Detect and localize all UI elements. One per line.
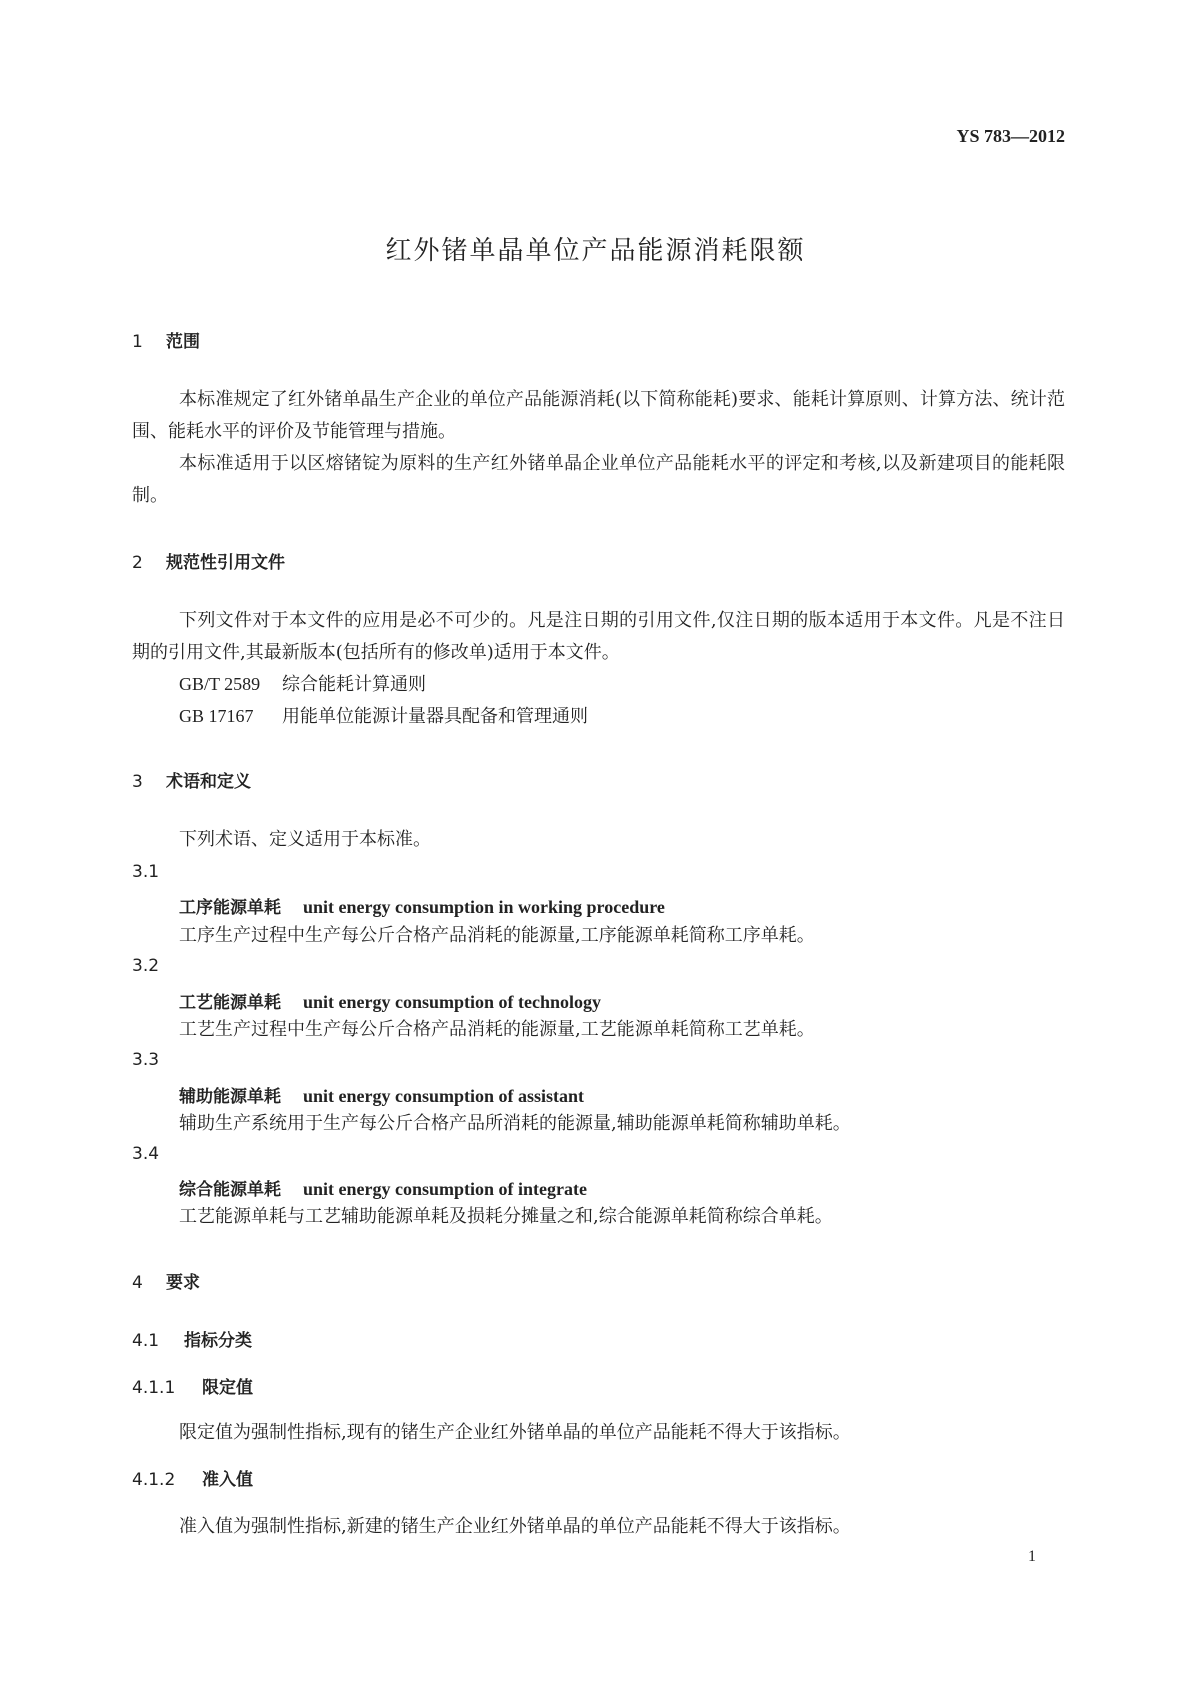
paragraph: 准入值为强制性指标,新建的锗生产企业红外锗单晶的单位产品能耗不得大于该指标。: [179, 1516, 851, 1537]
section-number: 4: [132, 1273, 143, 1293]
section-title: 范围: [166, 332, 200, 352]
term-number: 3.2: [132, 956, 160, 976]
term-name: [179, 1175, 587, 1200]
section-4-heading: [132, 1268, 200, 1293]
section-4-1-2-heading: [132, 1465, 253, 1490]
term-definition: 工艺生产过程中生产每公斤合格产品消耗的能源量,工艺能源单耗简称工艺单耗。: [179, 1019, 815, 1040]
term-cn: 综合能源单耗: [179, 1180, 281, 1200]
section-3-heading: [132, 767, 251, 792]
term-number: 3.1: [132, 862, 160, 882]
section-number: 3: [132, 772, 143, 792]
standard-number: YS 783—2012: [956, 126, 1065, 146]
section-title: 规范性引用文件: [166, 553, 285, 573]
term-en: unit energy consumption of technology: [303, 992, 602, 1012]
term-number: 3.3: [132, 1050, 160, 1070]
paragraph: 限定值为强制性指标,现有的锗生产企业红外锗单晶的单位产品能耗不得大于该指标。: [179, 1422, 851, 1443]
term-definition: 工序生产过程中生产每公斤合格产品消耗的能源量,工序能源单耗简称工序单耗。: [179, 925, 815, 946]
term-cn: 辅助能源单耗: [179, 1087, 281, 1107]
section-number: 4.1.2: [132, 1470, 176, 1490]
section-title: 要求: [166, 1273, 200, 1293]
reference-title: 综合能耗计算通则: [282, 674, 426, 695]
section-number: 1: [132, 332, 143, 352]
reference-code: GB 17167: [179, 706, 254, 726]
term-name: [179, 1082, 584, 1107]
normative-reference: [179, 700, 588, 733]
term-name: [179, 988, 601, 1013]
section-1-heading: [132, 327, 200, 352]
page-number: 1: [1028, 1548, 1036, 1565]
document-title: 红外锗单晶单位产品能源消耗限额: [385, 236, 806, 266]
term-cn: 工序能源单耗: [179, 898, 281, 918]
section-title: 术语和定义: [166, 772, 251, 792]
section-4-1-heading: [132, 1326, 252, 1351]
term-cn: 工艺能源单耗: [179, 993, 281, 1013]
section-4-1-1-heading: [132, 1373, 253, 1398]
section-number: 4.1.1: [132, 1378, 176, 1398]
term-definition: 辅助生产系统用于生产每公斤合格产品所消耗的能源量,辅助能源单耗简称辅助单耗。: [179, 1113, 851, 1134]
section-number: 2: [132, 553, 143, 573]
paragraph: 下列术语、定义适用于本标准。: [179, 829, 431, 850]
term-en: unit energy consumption in working procedure: [303, 897, 665, 917]
section-title: 限定值: [202, 1378, 253, 1398]
reference-title: 用能单位能源计量器具配备和管理通则: [282, 706, 588, 727]
paragraph: 本标准适用于以区熔锗锭为原料的生产红外锗单晶企业单位产品能耗水平的评定和考核,以及新建项目的能耗限制。: [132, 453, 1065, 506]
term-en: unit energy consumption of assistant: [303, 1086, 585, 1106]
term-en: unit energy consumption of integrate: [303, 1179, 587, 1199]
normative-reference: [179, 668, 426, 701]
paragraph: 下列文件对于本文件的应用是必不可少的。凡是注日期的引用文件,仅注日期的版本适用于本文件。凡是不注日期的引用文件,其最新版本(包括所有的修改单)适用于本文件。: [132, 610, 1065, 663]
section-title: 准入值: [202, 1470, 253, 1490]
section-2-heading: [132, 548, 285, 573]
section-title: 指标分类: [184, 1331, 252, 1351]
term-definition: 工艺能源单耗与工艺辅助能源单耗及损耗分摊量之和,综合能源单耗简称综合单耗。: [179, 1206, 833, 1227]
term-number: 3.4: [132, 1144, 160, 1164]
paragraph: 本标准规定了红外锗单晶生产企业的单位产品能源消耗(以下简称能耗)要求、能耗计算原则、计算方法、统计范围、能耗水平的评价及节能管理与措施。: [132, 389, 1065, 442]
term-name: [179, 893, 665, 918]
section-number: 4.1: [132, 1331, 160, 1351]
reference-code: GB/T 2589: [179, 674, 261, 694]
